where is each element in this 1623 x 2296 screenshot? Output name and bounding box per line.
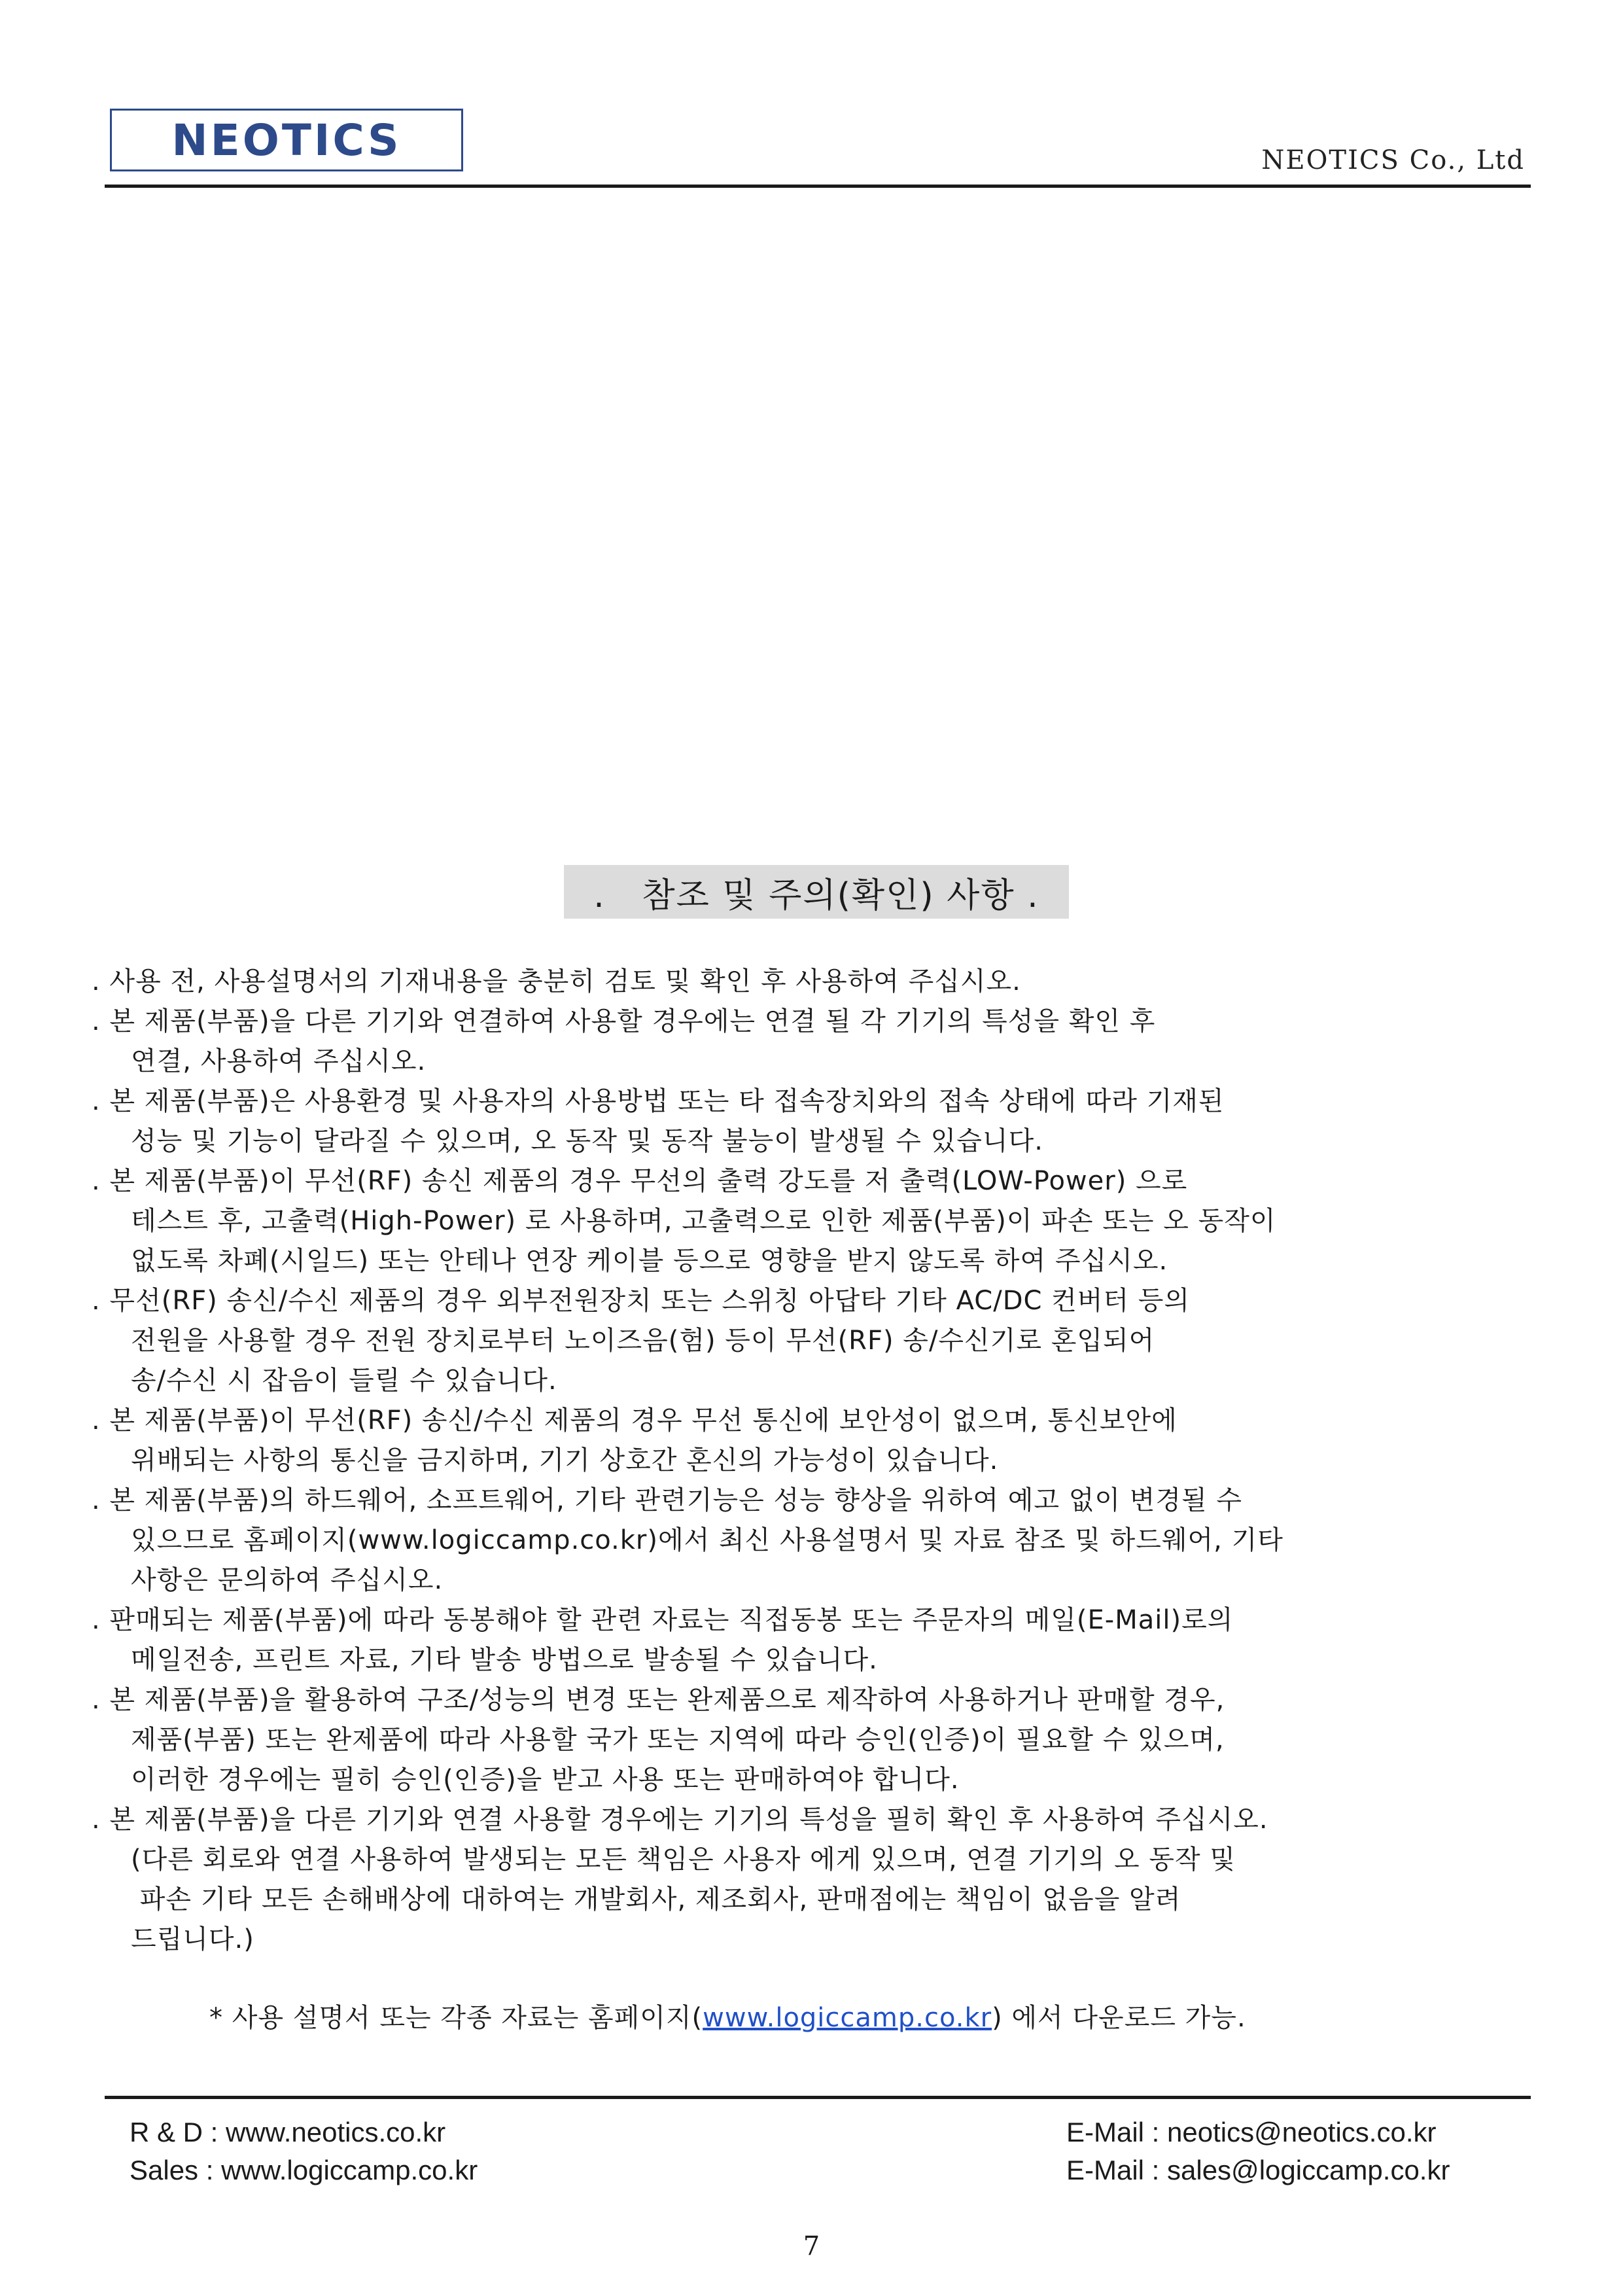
footer-divider	[105, 2096, 1531, 2099]
note-continuation-line: 파손 기타 모든 손해배상에 대하여는 개발회사, 제조회사, 판매점에는 책임이 없음을 알려	[131, 1884, 1181, 1915]
company-name: NEOTICS Co., Ltd	[1261, 145, 1525, 175]
note-continuation-line: 테스트 후, 고출력(High-Power) 로 사용하며, 고출력으로 인한 제품(부품)이 파손 또는 오 동작이	[131, 1206, 1276, 1236]
note-item	[92, 1600, 1557, 1680]
note-item	[92, 1002, 1557, 1082]
note-continuation-line: 있으므로 홈페이지(www.logiccamp.co.kr)에서 최신 사용설명서 및 자료 참조 및 하드웨어, 기타	[131, 1525, 1283, 1555]
note-continuation-line: 위배되는 사항의 통신을 금지하며, 기기 상호간 혼신의 가능성이 있습니다.	[131, 1445, 999, 1475]
note-continuation-line: 드립니다.)	[131, 1924, 254, 1954]
note-line: . 본 제품(부품)을 다른 기기와 연결하여 사용할 경우에는 연결 될 각 기기의 특성을 확인 후	[92, 1006, 1156, 1036]
neotics-logo	[110, 109, 463, 171]
header-divider	[105, 185, 1531, 188]
note-continuation-line: 메일전송, 프린트 자료, 기타 발송 방법으로 발송될 수 있습니다.	[131, 1645, 878, 1675]
note-continuation-line: 연결, 사용하여 주십시오.	[131, 1046, 427, 1076]
footer-sales: Sales : www.logiccamp.co.kr	[130, 2155, 478, 2185]
section-title: . 참조 및 주의(확인) 사항 .	[564, 865, 1069, 919]
note-line: . 본 제품(부품)이 무선(RF) 송신 제품의 경우 무선의 출력 강도를 저 출력(LOW-Power) 으로	[92, 1166, 1188, 1196]
note-item	[92, 1481, 1557, 1600]
homepage-link[interactable]: www.logiccamp.co.kr	[703, 2003, 992, 2033]
note-continuation-line: 이러한 경우에는 필히 승인(인증)을 받고 사용 또는 판매하여야 합니다.	[131, 1765, 960, 1795]
note-line: . 무선(RF) 송신/수신 제품의 경우 외부전원장치 또는 스위칭 아답타 기타 AC/DC 컨버터 등의	[92, 1286, 1191, 1316]
note-item	[92, 1401, 1557, 1481]
download-prefix: * 사용 설명서 또는 각종 자료는 홈페이지(	[209, 2003, 703, 2033]
note-item	[92, 1800, 1557, 1960]
note-continuation-line: 제품(부품) 또는 완제품에 따라 사용할 국가 또는 지역에 따라 승인(인증)이 필요할 수 있으며,	[131, 1725, 1225, 1755]
notes-list	[92, 962, 1557, 1960]
note-line: . 본 제품(부품)은 사용환경 및 사용자의 사용방법 또는 타 접속장치와의 접속 상태에 따라 기재된	[92, 1086, 1225, 1116]
note-line: . 본 제품(부품)의 하드웨어, 소프트웨어, 기타 관련기능은 성능 향상을 위하여 예고 없이 변경될 수	[92, 1485, 1242, 1515]
note-line: . 본 제품(부품)을 활용하여 구조/성능의 변경 또는 완제품으로 제작하여 사용하거나 판매할 경우,	[92, 1685, 1225, 1715]
note-continuation-line: 사항은 문의하여 주십시오.	[131, 1565, 444, 1595]
download-notice	[209, 1997, 1246, 2034]
note-item	[92, 1082, 1557, 1161]
note-continuation-line: 전원을 사용할 경우 전원 장치로부터 노이즈음(험) 등이 무선(RF) 송/수신기로 혼입되어	[131, 1326, 1155, 1356]
note-continuation-line: 성능 및 기능이 달라질 수 있으며, 오 동작 및 동작 불능이 발생될 수 있습니다.	[131, 1126, 1043, 1156]
note-line: . 본 제품(부품)이 무선(RF) 송신/수신 제품의 경우 무선 통신에 보안성이 없으며, 통신보안에	[92, 1405, 1178, 1436]
logo-text: NEOTICS	[171, 115, 402, 166]
note-line: . 판매되는 제품(부품)에 따라 동봉해야 할 관련 자료는 직접동봉 또는 주문자의 메일(E-Mail)로의	[92, 1605, 1234, 1635]
footer-email-sales: E-Mail : sales@logiccamp.co.kr	[1066, 2155, 1450, 2185]
footer-email-neotics: E-Mail : neotics@neotics.co.kr	[1066, 2117, 1437, 2147]
footer-rd: R & D : www.neotics.co.kr	[130, 2117, 446, 2147]
note-continuation-line: 없도록 차폐(시일드) 또는 안테나 연장 케이블 등으로 영향을 받지 않도록 하여 주십시오.	[131, 1246, 1168, 1276]
note-continuation-line: 송/수신 시 잡음이 들릴 수 있습니다.	[131, 1366, 557, 1396]
note-item	[92, 962, 1557, 1002]
note-line: . 본 제품(부품)을 다른 기기와 연결 사용할 경우에는 기기의 특성을 필히 확인 후 사용하여 주십시오.	[92, 1805, 1268, 1835]
page-number: 7	[803, 2231, 820, 2261]
download-suffix: ) 에서 다운로드 가능.	[992, 2003, 1246, 2033]
note-item	[92, 1281, 1557, 1401]
note-line: . 사용 전, 사용설명서의 기재내용을 충분히 검토 및 확인 후 사용하여 주십시오.	[92, 966, 1021, 997]
note-continuation-line: (다른 회로와 연결 사용하여 발생되는 모든 책임은 사용자 에게 있으며, 연결 기기의 오 동작 및	[131, 1845, 1236, 1875]
note-item	[92, 1161, 1557, 1281]
note-item	[92, 1680, 1557, 1800]
